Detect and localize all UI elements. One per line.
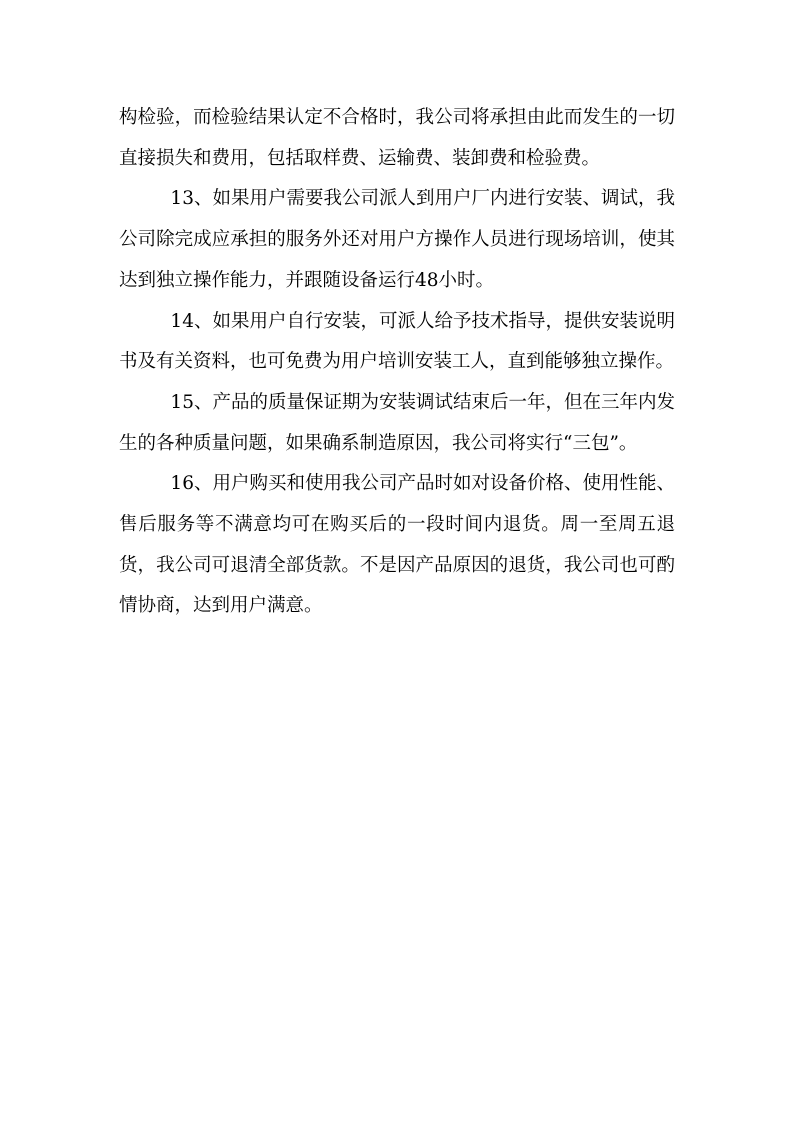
paragraph-item-13: 13、如果用户需要我公司派人到用户厂内进行安装、调试，我公司除完成应承担的服务外还对用户方操作人员进行现场培训，使其达到独立操作能力，并跟随设备运行48小时。 xyxy=(119,188,675,291)
paragraph-continuation: 构检验，而检验结果认定不合格时，我公司将承担由此而发生的一切直接损失和费用，包括取样费、运输费、装卸费和检验费。 xyxy=(119,107,675,169)
paragraph-item-14: 14、如果用户自行安装，可派人给予技术指导，提供安装说明书及有关资料，也可免费为用户培训安装工人，直到能够独立操作。 xyxy=(119,310,675,373)
document-body xyxy=(119,98,675,627)
paragraph-item-16: 16、用户购买和使用我公司产品时如对设备价格、使用性能、售后服务等不满意均可在购买后的一段时间内退货。周一至周五退货，我公司可退清全部货款。不是因产品原因的退货，我公司也可酌情协商，达到用户满意。 xyxy=(119,473,675,617)
paragraph-item-15: 15、产品的质量保证期为安装调试结束后一年，但在三年内发生的各种质量问题，如果确系制造原因，我公司将实行“三包”。 xyxy=(119,391,675,454)
